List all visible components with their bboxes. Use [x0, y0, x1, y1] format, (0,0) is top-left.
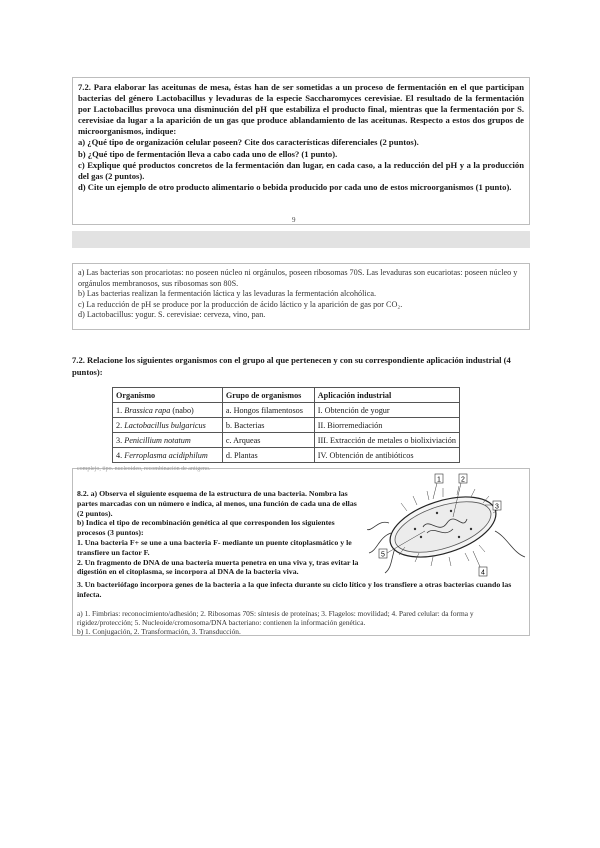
table-row	[113, 448, 460, 463]
process-2: 2. Un fragmento de DNA de una bacteria muerta penetra en una viva y, tras evitar la digestión en el citoplasma, se incorpora al DNA de la bacteria viva.	[77, 557, 359, 577]
group-cell: b. Bacterias	[222, 418, 314, 433]
question-8-2-b: b) Indica el tipo de recombinación genética al que corresponden los siguientes procesos (3 puntos):	[77, 518, 335, 538]
question-7-2-table-section	[72, 355, 530, 460]
application-cell: I. Obtención de yogur	[314, 403, 459, 418]
cut-off-line: complejo, tipo. nucleoideo, recombinación de antígeno.	[77, 466, 211, 472]
answer-c: c) La reducción de pH se produce por la producción de ácido láctico y la aparición de gas por CO₂.	[78, 299, 403, 309]
diagram-label-2: 2	[461, 476, 465, 484]
application-cell: II. Biorremediación	[314, 418, 459, 433]
header-group: Grupo de organismos	[222, 388, 314, 403]
diagram-label-5: 5	[381, 551, 385, 559]
table-row	[113, 403, 460, 418]
answer-8-2-a: a) 1. Fimbrias: reconocimiento/adhesión; 2. Ribosomas 70S: síntesis de proteínas; 3. Flagelos: movilidad; 4. Pared celular: da forma y rigidez/protección; 5. Nucleoide/cromosoma/DNA bacteriano: contienen la información genética.	[77, 609, 474, 628]
diagram-label-3: 3	[495, 503, 499, 511]
diagram-label-1: 1	[437, 476, 441, 484]
application-cell: III. Extracción de metales o biolixiviación	[314, 433, 459, 448]
question-c: c) Explique qué productos concretos de la fermentación dan lugar, en cada caso, a la reducción del pH y a la producción del gas (2 puntos).	[78, 159, 524, 181]
question-d: d) Cite un ejemplo de otro producto alimentario o bebida producido por cada uno de estos microorganismos (1 punto).	[78, 181, 512, 192]
group-cell: a. Hongos filamentosos	[222, 403, 314, 418]
answer-7-2-box	[72, 263, 530, 330]
answer-d: d) Lactobacillus: yogur. S. cerevisiae: cerveza, vino, pan.	[78, 310, 266, 320]
answer-8-2-b: b) 1. Conjugación, 2. Transformación, 3. Transducción.	[77, 627, 241, 637]
bacteria-diagram	[367, 473, 527, 577]
group-cell: d. Plantas	[222, 448, 314, 463]
group-cell: c. Arqueas	[222, 433, 314, 448]
table-header-row	[113, 388, 460, 403]
table-row	[113, 433, 460, 448]
answer-b: b) Las bacterias realizan la fermentación láctica y las levaduras la fermentación alcohólica.	[78, 289, 377, 299]
answer-8-2	[77, 609, 527, 637]
application-cell: IV. Obtención de antibióticos	[314, 448, 459, 463]
process-1: 1. Una bacteria F+ se une a una bacteria F- mediante un puente citoplasmático y le transfiere un factor F.	[77, 537, 352, 557]
page-separator	[72, 231, 530, 248]
question-8-2-text	[77, 489, 362, 577]
header-organism: Organismo	[113, 388, 223, 403]
table-question: 7.2. Relacione los siguientes organismos con el grupo al que pertenecen y con su correspondiente aplicación industrial (4 puntos):	[72, 355, 511, 377]
answer-a: a) Las bacterias son procariotas: no poseen núcleo ni orgánulos, poseen ribosomas 70S. Las levaduras son eucariotas: poseen núcleo y orgánulos membranosos, sus ribosomas son 80S.	[78, 268, 518, 288]
diagram-label-4: 4	[481, 569, 485, 577]
process-3: 3. Un bacteriófago incorpora genes de la bacteria a la que infecta durante su ciclo lítico y los transfiere a otras bacterias cuando las infecta.	[77, 580, 512, 599]
question-7-2-box	[72, 77, 530, 225]
organisms-table	[112, 387, 460, 463]
table-row	[113, 418, 460, 433]
organism-cell: 4. Ferroplasma acidiphilum	[113, 448, 223, 463]
question-intro: 7.2. Para elaborar las aceitunas de mesa, éstas han de ser sometidas a un proceso de fermentación en el que participan bacterias del género Lactobacillus y levaduras de la especie Saccharomyces cerevisiae. El resultado de la fermentación por Lactobacillus provoca una disminución del pH que estabiliza el producto final, mientras que la fermentación por S. cerevisiae da lugar a la aparición de un gas que produce ablandamiento de las aceitunas. Respecto a estos dos grupos de microorganismos, indique:	[78, 82, 524, 137]
question-a: a) ¿Qué tipo de organización celular poseen? Cite dos características diferenciales (2 puntos).	[78, 137, 419, 148]
question-b: b) ¿Qué tipo de fermentación lleva a cabo cada uno de ellos? (1 punto).	[78, 148, 338, 159]
question-8-2-fullwidth	[77, 580, 527, 600]
page-number: 9	[292, 216, 296, 224]
organism-cell: 1. Brassica rapa (nabo)	[113, 403, 223, 418]
question-8-2-a: 8.2. a) Observa el siguiente esquema de la estructura de una bacteria. Nombra las partes marcadas con un número e indica, al menos, una función de cada una de ellas (2 puntos).	[77, 489, 357, 518]
header-application: Aplicación industrial	[314, 388, 459, 403]
organism-cell: 3. Penicillium notatum	[113, 433, 223, 448]
question-8-2-box	[72, 468, 530, 636]
organism-cell: 2. Lactobacillus bulgaricus	[113, 418, 223, 433]
